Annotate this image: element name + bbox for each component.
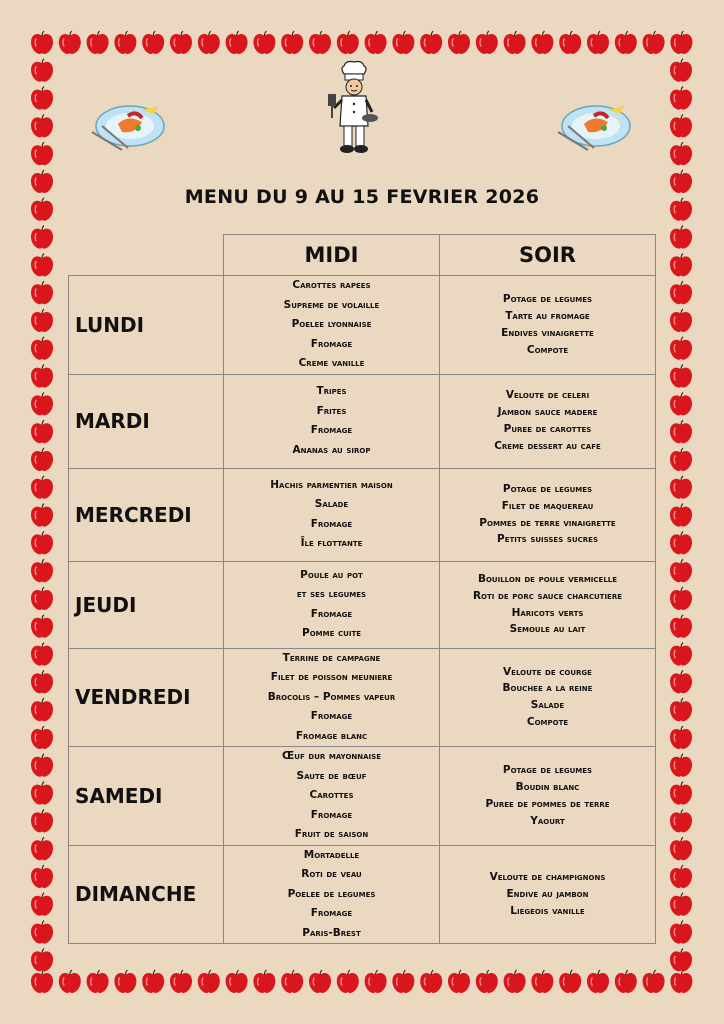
red-apple-icon <box>448 31 470 54</box>
dish-item: Roti de veau <box>301 868 362 880</box>
dish-item: Pomme cuite <box>302 627 361 639</box>
red-apple-icon <box>392 31 414 54</box>
red-apple-icon <box>87 31 109 54</box>
red-apple-icon <box>31 782 53 805</box>
table-row <box>69 648 656 747</box>
red-apple-icon <box>31 670 53 693</box>
red-apple-icon <box>226 31 248 54</box>
red-apple-icon <box>31 559 53 582</box>
soir-dishes <box>440 468 656 561</box>
red-apple-icon <box>559 970 581 993</box>
day-name: LUNDI <box>69 276 224 375</box>
dish-item: Veloute de celeri <box>505 389 590 402</box>
red-apple-icon <box>670 559 692 582</box>
red-apple-icon <box>670 226 692 249</box>
soir-dishes <box>440 845 656 944</box>
dish-item: Œuf dur mayonnaise <box>282 750 381 762</box>
red-apple-icon <box>31 970 53 993</box>
red-apple-icon <box>670 114 692 137</box>
dish-item: Tarte au fromage <box>505 309 590 322</box>
red-apple-icon <box>670 31 692 54</box>
red-apple-icon <box>643 970 665 993</box>
dish-item: Yaourt <box>530 814 565 827</box>
red-apple-icon <box>31 948 53 971</box>
day-name: VENDREDI <box>69 648 224 747</box>
dish-item: Supreme de volaille <box>283 298 380 311</box>
dish-item: Veloute de champignons <box>489 871 606 884</box>
dish-item: Mortadelle <box>303 848 360 861</box>
red-apple-icon <box>31 420 53 443</box>
red-apple-icon <box>281 970 303 993</box>
red-apple-icon <box>670 392 692 415</box>
chef-icon <box>326 60 382 156</box>
red-apple-icon <box>670 726 692 749</box>
plate-with-food-icon <box>554 100 634 156</box>
soir-dishes <box>440 747 656 846</box>
red-apple-icon <box>31 809 53 832</box>
red-apple-icon <box>670 448 692 471</box>
red-apple-icon <box>198 970 220 993</box>
red-apple-icon <box>31 615 53 638</box>
red-apple-icon <box>670 948 692 971</box>
red-apple-icon <box>31 59 53 82</box>
red-apple-icon <box>253 970 275 993</box>
dish-item: Puree de carottes <box>503 423 592 435</box>
red-apple-icon <box>114 970 136 993</box>
red-apple-icon <box>31 142 53 165</box>
red-apple-icon <box>31 921 53 944</box>
dish-item: Liegeois vanille <box>510 904 585 917</box>
red-apple-icon <box>504 970 526 993</box>
dish-item: Puree de pommes de terre <box>485 797 610 810</box>
red-apple-icon <box>31 448 53 471</box>
red-apple-icon <box>670 809 692 832</box>
dish-item: Tripes <box>316 385 347 397</box>
red-apple-icon <box>31 281 53 304</box>
table-row <box>69 845 656 944</box>
dish-item: Poelee lyonnaise <box>291 318 372 330</box>
dish-item: Filet de maquereau <box>501 499 594 512</box>
red-apple-icon <box>114 31 136 54</box>
table-corner <box>69 235 224 276</box>
red-apple-icon <box>670 970 692 993</box>
red-apple-icon <box>365 31 387 54</box>
red-apple-icon <box>31 865 53 888</box>
dish-item: Frites <box>316 404 347 417</box>
red-apple-icon <box>559 31 581 54</box>
dish-item: Fromage <box>310 607 353 620</box>
dish-item: Bouillon de poule vermicelle <box>477 572 618 585</box>
red-apple-icon <box>670 587 692 610</box>
red-apple-icon <box>142 31 164 54</box>
dish-item: Carottes <box>309 789 354 801</box>
dish-item: Petits suisses sucres <box>497 533 598 546</box>
red-apple-icon <box>670 615 692 638</box>
red-apple-icon <box>670 365 692 388</box>
red-apple-icon <box>670 253 692 276</box>
dish-item: Terrine de campagne <box>282 651 381 664</box>
red-apple-icon <box>31 726 53 749</box>
dish-item: Salade <box>530 699 565 712</box>
plate-with-food-icon <box>88 100 168 156</box>
red-apple-icon <box>615 970 637 993</box>
red-apple-icon <box>587 31 609 54</box>
dish-item: Fromage <box>310 710 353 722</box>
dish-item: Jambon sauce madere <box>497 406 598 419</box>
red-apple-icon <box>59 31 81 54</box>
red-apple-icon <box>226 970 248 993</box>
red-apple-icon <box>670 476 692 499</box>
dish-item: Fromage <box>310 907 353 919</box>
column-header-midi: MIDI <box>224 235 440 276</box>
midi-dishes <box>224 747 440 846</box>
red-apple-icon <box>31 226 53 249</box>
midi-dishes <box>224 561 440 648</box>
red-apple-icon <box>31 365 53 388</box>
dish-item: Pommes de terre vinaigrette <box>479 516 616 529</box>
dish-item: Poelee de legumes <box>287 887 376 900</box>
table-row <box>69 468 656 561</box>
red-apple-icon <box>670 643 692 666</box>
table-row <box>69 747 656 846</box>
dish-item: Fromage blanc <box>295 729 368 742</box>
soir-dishes <box>440 561 656 648</box>
red-apple-icon <box>31 643 53 666</box>
red-apple-icon <box>670 142 692 165</box>
dish-item: Salade <box>314 498 349 510</box>
soir-dishes <box>440 648 656 747</box>
red-apple-icon <box>59 970 81 993</box>
red-apple-icon <box>31 392 53 415</box>
red-apple-icon <box>392 970 414 993</box>
red-apple-icon <box>670 337 692 360</box>
red-apple-icon <box>643 31 665 54</box>
dish-item: Semoule au lait <box>509 623 586 636</box>
red-apple-icon <box>170 31 192 54</box>
red-apple-icon <box>670 837 692 860</box>
red-apple-icon <box>531 31 553 54</box>
dish-item: Bouchee a la reine <box>502 682 593 695</box>
red-apple-icon <box>670 281 692 304</box>
red-apple-icon <box>31 531 53 554</box>
day-name: DIMANCHE <box>69 845 224 944</box>
red-apple-icon <box>420 31 442 54</box>
midi-dishes <box>224 648 440 747</box>
red-apple-icon <box>670 865 692 888</box>
dish-item: Saute de bœuf <box>296 769 367 782</box>
midi-dishes <box>224 468 440 561</box>
red-apple-icon <box>253 31 275 54</box>
dish-item: Poule au pot <box>300 568 363 581</box>
dish-item: Creme dessert au cafe <box>494 439 601 452</box>
red-apple-icon <box>31 837 53 860</box>
dish-item: Potage de legumes <box>502 482 593 495</box>
dish-item: Paris-Brest <box>302 926 361 939</box>
red-apple-icon <box>670 782 692 805</box>
red-apple-icon <box>670 921 692 944</box>
red-apple-icon <box>337 31 359 54</box>
red-apple-icon <box>337 970 359 993</box>
dish-item: Ananas au sirop <box>292 443 371 456</box>
dish-item: Boudin blanc <box>515 780 580 793</box>
day-name: SAMEDI <box>69 747 224 846</box>
dish-item: Fruit de saison <box>294 828 369 840</box>
red-apple-icon <box>309 970 331 993</box>
day-name: MARDI <box>69 374 224 468</box>
red-apple-icon <box>31 893 53 916</box>
dish-item: Brocolis – Pommes vapeur <box>267 690 396 703</box>
red-apple-icon <box>670 309 692 332</box>
dish-item: Fromage <box>310 517 353 530</box>
red-apple-icon <box>309 31 331 54</box>
red-apple-icon <box>31 698 53 721</box>
dish-item: Creme vanille <box>298 357 365 369</box>
red-apple-icon <box>420 970 442 993</box>
red-apple-icon <box>670 59 692 82</box>
dish-item: Compote <box>526 716 569 729</box>
dish-item: Potage de legumes <box>502 293 593 306</box>
menu-table <box>68 234 656 944</box>
table-row <box>69 374 656 468</box>
red-apple-icon <box>615 31 637 54</box>
red-apple-icon <box>448 970 470 993</box>
red-apple-icon <box>670 754 692 777</box>
red-apple-icon <box>504 31 526 54</box>
red-apple-icon <box>587 970 609 993</box>
red-apple-icon <box>670 670 692 693</box>
red-apple-icon <box>31 504 53 527</box>
column-header-soir: SOIR <box>440 235 656 276</box>
red-apple-icon <box>170 970 192 993</box>
red-apple-icon <box>31 587 53 610</box>
red-apple-icon <box>31 253 53 276</box>
table-row <box>69 276 656 375</box>
red-apple-icon <box>31 754 53 777</box>
menu-title: MENU DU 9 AU 15 FEVRIER 2026 <box>184 186 540 208</box>
red-apple-icon <box>198 31 220 54</box>
dish-item: Fromage <box>310 337 353 350</box>
red-apple-icon <box>31 309 53 332</box>
dish-item: et ses legumes <box>296 588 367 600</box>
red-apple-icon <box>87 970 109 993</box>
red-apple-icon <box>670 531 692 554</box>
soir-dishes <box>440 374 656 468</box>
red-apple-icon <box>31 87 53 110</box>
day-name: JEUDI <box>69 561 224 648</box>
dish-item: Veloute de courge <box>503 665 592 678</box>
dish-item: Fromage <box>310 808 353 821</box>
dish-item: Endives vinaigrette <box>501 326 594 339</box>
midi-dishes <box>224 374 440 468</box>
red-apple-icon <box>281 31 303 54</box>
red-apple-icon <box>31 31 53 54</box>
dish-item: Île flottante <box>300 537 363 549</box>
dish-item: Roti de porc sauce charcutiere <box>472 589 623 602</box>
dish-item: Haricots verts <box>511 606 584 619</box>
dish-item: Potage de legumes <box>502 764 593 777</box>
dish-item: Fromage <box>310 424 353 436</box>
red-apple-icon <box>670 698 692 721</box>
midi-dishes <box>224 276 440 375</box>
red-apple-icon <box>670 420 692 443</box>
soir-dishes <box>440 276 656 375</box>
red-apple-icon <box>31 337 53 360</box>
red-apple-icon <box>531 970 553 993</box>
dish-item: Hachis parmentier maison <box>270 478 393 491</box>
red-apple-icon <box>670 87 692 110</box>
red-apple-icon <box>142 970 164 993</box>
day-name: MERCREDI <box>69 468 224 561</box>
red-apple-icon <box>31 476 53 499</box>
red-apple-icon <box>670 504 692 527</box>
red-apple-icon <box>365 970 387 993</box>
dish-item: Endive au jambon <box>506 887 589 900</box>
red-apple-icon <box>476 31 498 54</box>
dish-item: Compote <box>526 343 569 356</box>
red-apple-icon <box>31 114 53 137</box>
red-apple-icon <box>476 970 498 993</box>
midi-dishes <box>224 845 440 944</box>
table-row <box>69 561 656 648</box>
red-apple-icon <box>670 893 692 916</box>
dish-item: Filet de poisson meuniere <box>270 671 393 683</box>
dish-item: Carottes rapees <box>292 279 371 291</box>
